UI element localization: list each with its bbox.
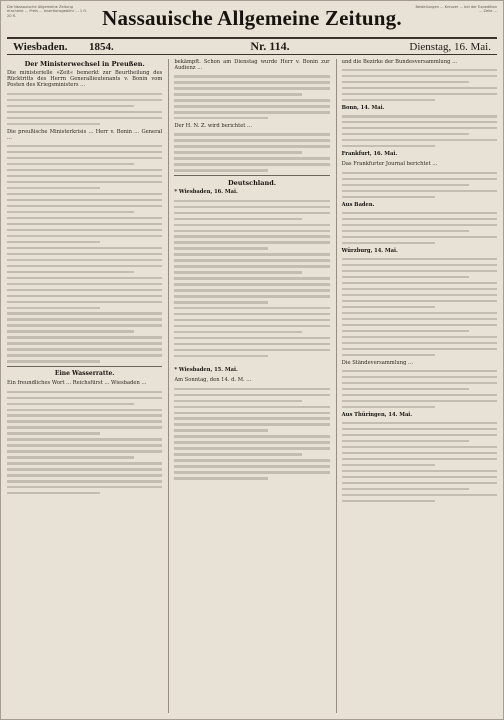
- text-line: [7, 235, 162, 237]
- text-line: [342, 330, 469, 332]
- text-line: [174, 265, 329, 267]
- text-line: [342, 212, 497, 214]
- text-line: [174, 417, 329, 419]
- text-line: [7, 205, 162, 207]
- news-entry: [342, 151, 497, 157]
- text-line: [342, 242, 435, 244]
- text-line: [174, 289, 329, 291]
- text-line: [342, 382, 497, 384]
- text-line: [7, 468, 162, 470]
- text-line: [174, 400, 301, 402]
- text-line: [7, 229, 162, 231]
- text-line: [174, 394, 329, 396]
- text-line: [342, 406, 435, 408]
- text-line: [7, 348, 162, 350]
- paragraph: Ein freundliches Wort ... Reichsfürst ... Wiesbaden ...: [7, 380, 147, 387]
- text-line: [174, 87, 329, 89]
- text-line: [342, 376, 497, 378]
- text-line: [342, 270, 497, 272]
- text-line: [174, 111, 329, 113]
- text-line: [7, 277, 162, 279]
- text-line: [174, 105, 329, 107]
- text-line: [7, 420, 162, 422]
- text-line: [7, 271, 134, 273]
- text-line: [342, 452, 497, 454]
- text-line: [342, 400, 497, 402]
- text-line: [7, 456, 134, 458]
- text-line: [342, 294, 497, 296]
- text-line: [342, 75, 497, 77]
- text-line: [7, 444, 162, 446]
- text-line: [174, 459, 329, 461]
- text-line: [174, 241, 329, 243]
- text-line: [7, 223, 162, 225]
- masthead-left-note: Die Nassauische Allgemeine Zeitung erscheint ... Preis ... Insertionsgebühr ... 1 fl. 20 fl.: [7, 5, 87, 18]
- text-line: [342, 440, 469, 442]
- text-line: [7, 307, 100, 309]
- text-line: [7, 151, 162, 153]
- text-line: [7, 450, 162, 452]
- text-line: [7, 241, 100, 243]
- text-line: [174, 423, 329, 425]
- text-line: [7, 193, 162, 195]
- text-line: [174, 75, 329, 77]
- text-line: [342, 348, 497, 350]
- entry-dateline: * Wiesbaden, 15. Mai.: [174, 367, 238, 374]
- text-line: [342, 93, 497, 95]
- text-line: [174, 157, 329, 159]
- text-line: [7, 259, 162, 261]
- text-line: [7, 403, 134, 405]
- text-line: [342, 422, 497, 424]
- text-line: [174, 277, 329, 279]
- text-line: [342, 81, 469, 83]
- text-line: [174, 471, 329, 473]
- text-line: [7, 157, 162, 159]
- section-rule: [174, 175, 329, 176]
- masthead: [7, 5, 497, 33]
- text-line: [7, 117, 162, 119]
- text-line: [7, 123, 100, 125]
- text-line: [7, 391, 162, 393]
- text-line: [342, 354, 435, 356]
- text-line: [174, 145, 329, 147]
- text-line: [7, 247, 162, 249]
- text-line: [7, 474, 162, 476]
- text-line: [174, 313, 329, 315]
- text-line: [174, 99, 329, 101]
- text-line: [174, 163, 329, 165]
- paragraph: Am Sonntag, den 14. d. M. ...: [174, 377, 252, 384]
- paragraph: bekämpft. Schon am Dienstag wurde Herr v. Bonin zur Audienz ...: [174, 59, 330, 72]
- text-line: [174, 429, 267, 431]
- text-line: [174, 307, 329, 309]
- text-line: [174, 388, 329, 390]
- column-right: [336, 59, 497, 713]
- text-line: [7, 312, 162, 314]
- text-line: [342, 230, 469, 232]
- text-line: [342, 121, 497, 123]
- text-line: [174, 447, 329, 449]
- text-line: [342, 312, 497, 314]
- text-line: [342, 488, 469, 490]
- text-line: [342, 446, 497, 448]
- text-line: [174, 169, 267, 171]
- text-line: [7, 342, 162, 344]
- paragraph: Die ministerielle »Zeit« bemerkt zur Beurtheilung des Rücktritts des Herrn Generallieutenants v. Bonin vom Posten des Kriegsministers ...: [7, 70, 163, 89]
- text-line: [342, 500, 435, 502]
- text-line: [7, 105, 134, 107]
- text-line: [7, 181, 162, 183]
- paragraph: und die Bezirke der Bundesversammlung ...: [341, 59, 458, 65]
- text-line: [7, 93, 162, 95]
- text-line: [342, 276, 469, 278]
- entry-dateline: Frankfurt, 16. Mai.: [341, 151, 398, 158]
- column-left: [7, 59, 162, 713]
- article-columns: [7, 59, 497, 713]
- text-line: [342, 394, 497, 396]
- text-line: [342, 224, 497, 226]
- issue-dateline: [7, 37, 497, 55]
- text-line: [7, 409, 162, 411]
- paragraph: Die preußische Ministerkrisis ... Herr v. Bonin ... General ...: [7, 128, 163, 141]
- text-line: [174, 319, 329, 321]
- text-line: [7, 360, 100, 362]
- text-line: [342, 494, 497, 496]
- text-line: [174, 412, 329, 414]
- column-middle: [168, 59, 329, 713]
- text-line: [342, 336, 497, 338]
- text-line: [7, 199, 162, 201]
- text-line: [7, 217, 162, 219]
- text-line: [7, 414, 162, 416]
- paragraph: Die Ständeversammlung ...: [341, 359, 413, 366]
- text-line: [174, 139, 329, 141]
- text-line: [342, 476, 497, 478]
- text-line: [342, 184, 469, 186]
- issue-date: Dienstag, 16. Mai.: [409, 40, 491, 53]
- text-line: [342, 87, 497, 89]
- text-line: [174, 325, 329, 327]
- text-line: [342, 324, 497, 326]
- text-line: [7, 265, 162, 267]
- text-line: [174, 453, 301, 455]
- text-line: [7, 111, 162, 113]
- text-line: [342, 139, 497, 141]
- text-line: [342, 127, 497, 129]
- text-line: [7, 169, 162, 171]
- text-line: [342, 300, 497, 302]
- text-line: [174, 259, 329, 261]
- text-line: [174, 253, 329, 255]
- text-line: [7, 492, 100, 494]
- text-line: [7, 253, 162, 255]
- text-line: [7, 397, 162, 399]
- text-line: [174, 224, 329, 226]
- text-line: [174, 331, 301, 333]
- text-line: [174, 349, 329, 351]
- text-line: [174, 117, 267, 119]
- text-line: [7, 211, 134, 213]
- text-line: [342, 218, 497, 220]
- text-line: [7, 336, 162, 338]
- text-line: [7, 462, 162, 464]
- text-line: [342, 388, 469, 390]
- text-line: [7, 163, 134, 165]
- article-heading: Der Ministerwechsel in Preußen.: [24, 60, 145, 68]
- issue-year: 1854.: [89, 40, 114, 53]
- text-line: [342, 115, 497, 117]
- feuilleton-heading: Eine Wasserratte.: [54, 370, 115, 378]
- issue-place: Wiesbaden.: [13, 40, 68, 53]
- text-line: [7, 330, 134, 332]
- text-line: [342, 69, 497, 71]
- text-line: [174, 200, 329, 202]
- text-line: [174, 81, 329, 83]
- text-line: [342, 99, 435, 101]
- entry-dateline: * Wiesbaden, 16. Mai.: [174, 189, 238, 196]
- text-line: [174, 235, 329, 237]
- text-line: [174, 301, 267, 303]
- text-line: [174, 93, 301, 95]
- text-line: [174, 247, 267, 249]
- text-line: [174, 477, 267, 479]
- text-line: [342, 196, 435, 198]
- text-line: [174, 337, 329, 339]
- text-line: [342, 428, 497, 430]
- text-line: [174, 406, 329, 408]
- section-rule: [7, 366, 162, 367]
- text-line: [342, 434, 497, 436]
- text-line: [174, 435, 329, 437]
- text-line: [342, 178, 497, 180]
- text-line: [342, 145, 435, 147]
- news-entry: [174, 189, 329, 195]
- text-line: [7, 187, 100, 189]
- news-entry: [342, 412, 497, 418]
- text-line: [7, 324, 162, 326]
- section-heading-deutschland: Deutschland.: [227, 179, 277, 188]
- text-line: [342, 133, 469, 135]
- text-line: [342, 282, 497, 284]
- text-line: [342, 342, 497, 344]
- entry-dateline: Würzburg, 14. Mai.: [341, 247, 398, 254]
- text-line: [7, 318, 162, 320]
- text-line: [174, 465, 329, 467]
- text-line: [7, 486, 162, 488]
- text-line: [174, 230, 329, 232]
- newspaper-title: Nassauische Allgemeine Zeitung.: [102, 6, 402, 30]
- text-line: [174, 343, 329, 345]
- masthead-right-note: Bestellungen ... Kreuzer ... bei der Expedition ... Zeile ...: [415, 5, 497, 14]
- text-line: [342, 172, 497, 174]
- text-line: [342, 470, 497, 472]
- text-line: [342, 258, 497, 260]
- news-entry: [342, 105, 497, 111]
- text-line: [342, 236, 497, 238]
- news-entry: [342, 202, 497, 208]
- text-line: [7, 301, 162, 303]
- text-line: [7, 289, 162, 291]
- paragraph: Der H. N. Z. wird berichtet ...: [174, 123, 252, 130]
- text-line: [174, 271, 301, 273]
- text-line: [7, 432, 100, 434]
- text-line: [174, 295, 329, 297]
- text-line: [342, 190, 497, 192]
- news-entry: [174, 367, 329, 373]
- text-line: [7, 283, 162, 285]
- text-line: [342, 482, 497, 484]
- text-line: [7, 175, 162, 177]
- text-line: [174, 218, 301, 220]
- text-line: [174, 355, 267, 357]
- text-line: [342, 318, 497, 320]
- text-line: [174, 283, 329, 285]
- text-line: [7, 295, 162, 297]
- issue-number: Nr. 114.: [250, 39, 290, 53]
- text-line: [342, 370, 497, 372]
- text-line: [7, 426, 162, 428]
- text-line: [174, 133, 329, 135]
- text-line: [342, 264, 497, 266]
- text-line: [174, 151, 301, 153]
- text-line: [342, 306, 435, 308]
- text-line: [342, 464, 435, 466]
- entry-dateline: Aus Thüringen, 14. Mai.: [341, 411, 413, 418]
- news-entry: [342, 248, 497, 254]
- text-line: [174, 206, 329, 208]
- text-line: [7, 438, 162, 440]
- text-line: [174, 441, 329, 443]
- text-line: [342, 288, 497, 290]
- entry-dateline: Aus Baden.: [341, 201, 375, 208]
- entry-dateline: Bonn, 14. Mai.: [341, 105, 385, 112]
- text-line: [7, 480, 162, 482]
- paragraph: Das Frankfurter Journal berichtet ...: [341, 161, 438, 168]
- text-line: [7, 99, 162, 101]
- text-line: [7, 145, 162, 147]
- text-line: [7, 354, 162, 356]
- text-line: [174, 212, 329, 214]
- text-line: [342, 458, 497, 460]
